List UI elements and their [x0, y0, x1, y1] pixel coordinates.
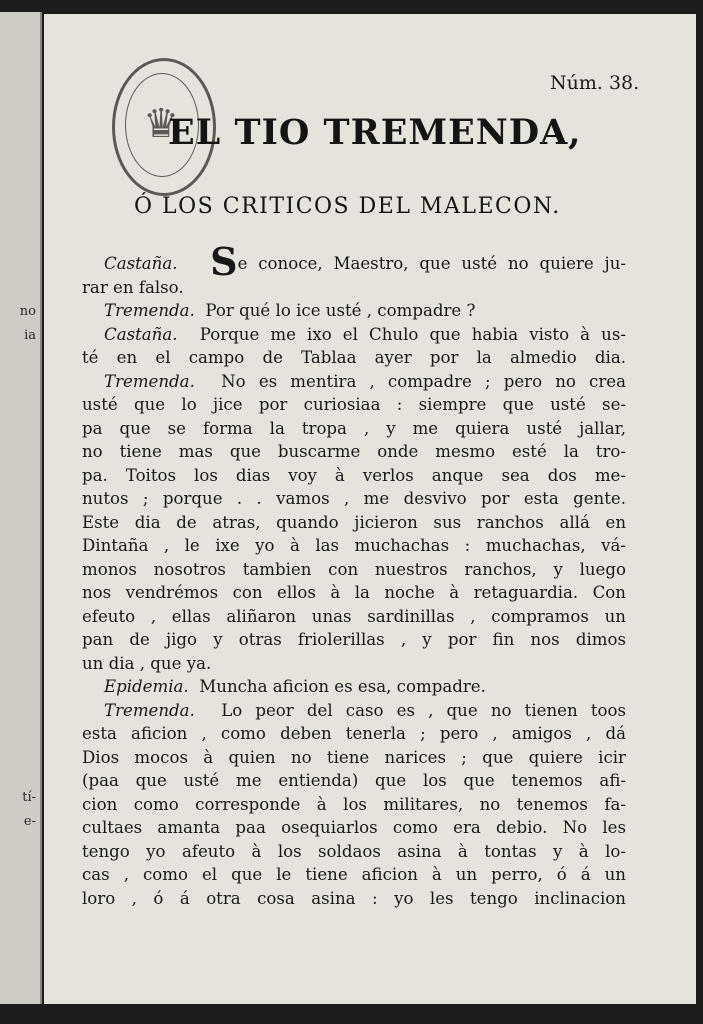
page-subtitle: Ó LOS CRITICOS DEL MALECON. [134, 194, 561, 219]
text-line: esta aficion , como deben tenerla ; pero , amigos , dá [82, 724, 626, 743]
facing-page-fragment: no [19, 304, 36, 319]
text-line: pan de jigo y otras friolerillas , y por fin nos dimos [82, 630, 626, 649]
text-line: rar en falso. [82, 277, 184, 297]
document-page [44, 14, 696, 1004]
speaker-name: Castaña. [104, 324, 178, 344]
text-line: usté que lo jice por curiosiaa : siempre que usté se- [82, 395, 626, 414]
text-line: Este dia de atras, quando jicieron sus ranchos allá en [82, 512, 626, 532]
text-line: un dia , que ya. [82, 653, 212, 673]
text-line: no tiene mas que buscarme onde mesmo esté la tro- [82, 442, 626, 461]
text-line: nutos ; porque . . vamos , me desvivo por esta gente. [82, 489, 626, 508]
text-line [82, 239, 626, 284]
text-line [82, 299, 626, 323]
text-line: cion como corresponde à los militares, no tenemos fa- [82, 794, 626, 814]
body-text [82, 239, 626, 910]
line-text: e conoce, Maestro, que usté no quiere ju- [237, 254, 626, 273]
scan-bottom-edge [0, 1004, 703, 1024]
facing-page-edge [0, 12, 42, 1004]
text-line: Dintaña , le ixe yo à las muchachas : muchachas, vá- [82, 536, 626, 555]
line-text: No es mentira , compadre ; pero no crea [221, 371, 626, 391]
text-line [82, 699, 626, 723]
speaker-name: Castaña. [104, 254, 178, 273]
line-text: Lo peor del caso es , que no tienen toos [221, 700, 626, 720]
text-line: Dios mocos à quien no tiene narices ; que quiere icir [82, 747, 626, 767]
issue-number: Núm. 38. [550, 72, 640, 94]
speaker-name: Tremenda. [104, 301, 195, 320]
drop-cap: S [210, 239, 238, 284]
text-line: tengo yo afeuto à los soldaos asina à tontas y à lo- [82, 841, 626, 861]
coat-of-arms-icon: ♛ [143, 101, 179, 147]
facing-page-fragment: ia [24, 328, 36, 343]
text-line: monos nosotros tambien con nuestros ranchos, y luego [82, 559, 626, 579]
speaker-name: Tremenda. [104, 700, 195, 720]
text-line: pa que se forma la tropa , y me quiera usté jallar, [82, 418, 626, 438]
text-line: cas , como el que le tiene aficion à un perro, ó á un [82, 865, 626, 884]
text-line [82, 323, 626, 347]
speaker-name: Tremenda. [104, 371, 195, 391]
facing-page-fragment: e- [23, 814, 36, 829]
text-line: nos vendrémos con ellos à la noche à retaguardia. Con [82, 583, 626, 602]
speaker-name: Epidemia. [104, 677, 189, 696]
text-line: pa. Toitos los dias voy à verlos anque sea dos me- [82, 465, 626, 485]
line-text: Muncha aficion es esa, compadre. [199, 677, 486, 696]
text-line: té en el campo de Tablaa ayer por la almedio dia. [82, 348, 626, 367]
text-line: loro , ó á otra cosa asina : yo les tengo inclinacion [82, 888, 626, 908]
text-line [82, 370, 626, 394]
facing-page-fragment: tí- [22, 790, 36, 805]
page-title: EL TIO TREMENDA, [168, 112, 582, 153]
text-line: cultaes amanta paa osequiarlos como era debio. No les [82, 818, 626, 837]
text-line [82, 675, 626, 699]
line-text: Por qué lo ice usté , compadre ? [205, 301, 476, 320]
line-text: Porque me ixo el Chulo que habia visto à us- [199, 324, 626, 344]
text-line: efeuto , ellas aliñaron unas sardinillas , compramos un [82, 606, 626, 626]
text-line: (paa que usté me entienda) que los que tenemos afi- [82, 771, 626, 790]
